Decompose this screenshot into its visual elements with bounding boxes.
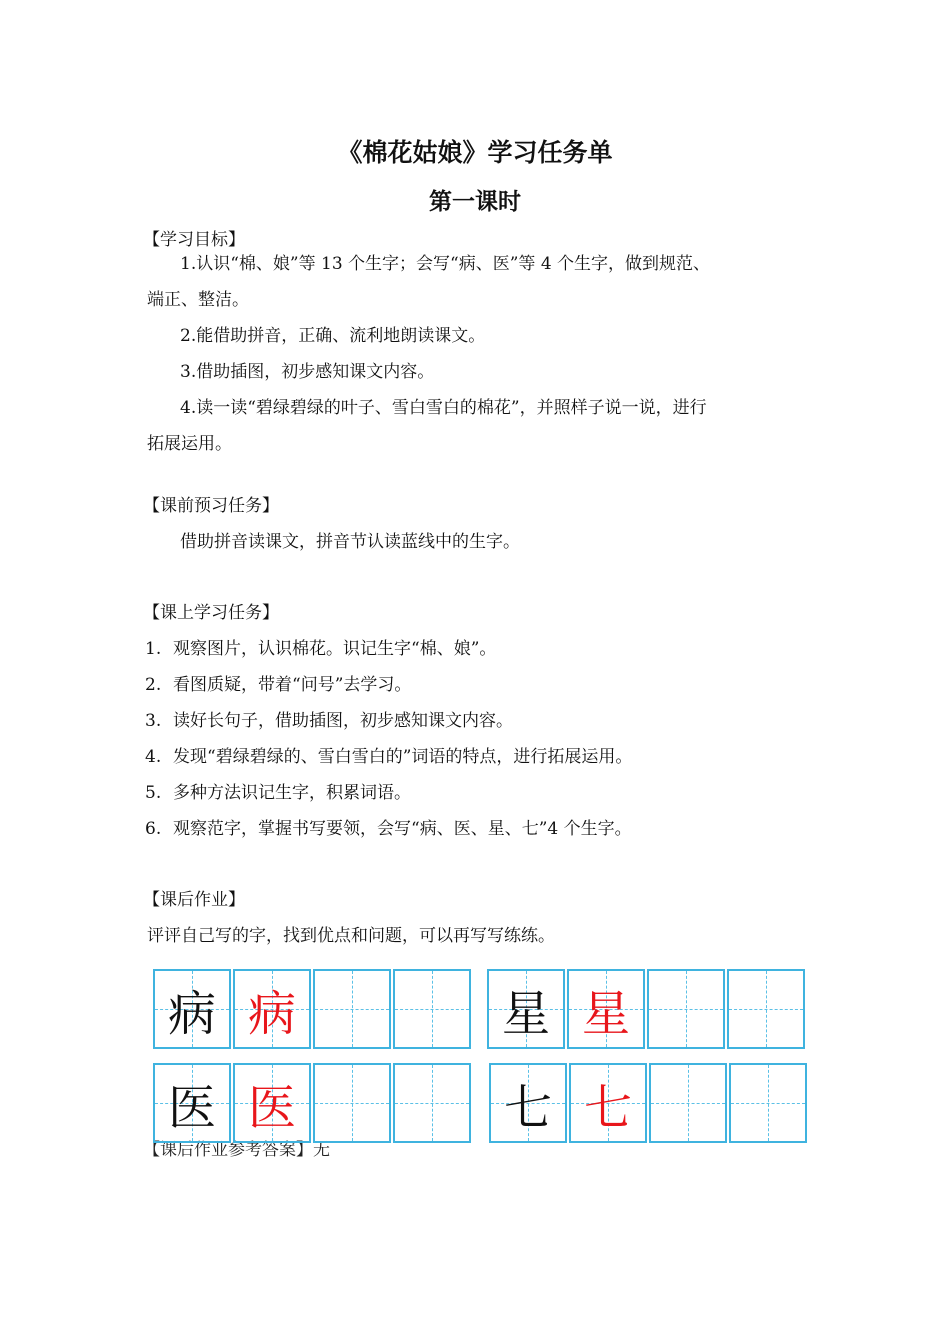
task-text: 读好长句子，借助插图，初步感知课文内容。: [173, 711, 513, 731]
task-number: 3.: [145, 711, 162, 731]
blank-cell[interactable]: [727, 969, 805, 1049]
task-text: 看图质疑，带着“问号”去学习。: [173, 675, 412, 695]
sample-character: 病: [247, 985, 296, 1042]
task-number: 4.: [145, 747, 162, 767]
model-cell: [489, 1063, 567, 1143]
sample-cell: [233, 969, 311, 1049]
model-character: 病: [167, 985, 216, 1042]
blank-cell[interactable]: [647, 969, 725, 1049]
homework-heading: 【课后作业】: [143, 890, 245, 910]
task-number: 1.: [145, 639, 162, 659]
goal-line: 1.认识“棉、娘”等 13 个生字；会写“病、医”等 4 个生字，做到规范、: [180, 254, 711, 274]
blank-cell[interactable]: [313, 1063, 391, 1143]
goal-line: 2.能借助拼音，正确、流利地朗读课文。: [180, 326, 486, 346]
blank-cell[interactable]: [313, 969, 391, 1049]
blank-cell[interactable]: [393, 969, 471, 1049]
sample-cell: [569, 1063, 647, 1143]
task-item: [145, 673, 411, 697]
task-text: 观察图片，认识棉花。识记生字“棉、娘”。: [173, 639, 497, 659]
goal-line: 3.借助插图，初步感知课文内容。: [180, 362, 435, 382]
task-item: [145, 637, 496, 661]
model-character: 星: [501, 985, 550, 1042]
blank-cell[interactable]: [393, 1063, 471, 1143]
model-cell: [487, 969, 565, 1049]
sample-cell: [233, 1063, 311, 1143]
sample-character: 医: [247, 1079, 296, 1136]
goal-line: 拓展运用。: [147, 434, 232, 454]
task-number: 2.: [145, 675, 162, 695]
task-text: 发现“碧绿碧绿的、雪白雪白的”词语的特点，进行拓展运用。: [173, 747, 633, 767]
goals-heading: 【学习目标】: [143, 230, 245, 250]
preview-heading: 【课前预习任务】: [143, 496, 279, 516]
preview-text: 借助拼音读课文，拼音节认读蓝线中的生字。: [180, 532, 520, 552]
model-cell: [153, 969, 231, 1049]
homework-text: 评评自己写的字，找到优点和问题，可以再写写练练。: [147, 926, 555, 946]
task-number: 6.: [145, 819, 162, 839]
task-number: 5.: [145, 783, 162, 803]
blank-cell[interactable]: [649, 1063, 727, 1143]
sample-character: 星: [581, 985, 630, 1042]
goal-line: 端正、整洁。: [147, 290, 249, 310]
goal-line: 4.读一读“碧绿碧绿的叶子、雪白雪白的棉花”，并照样子说一说，进行: [180, 398, 707, 418]
task-item: [145, 709, 513, 733]
task-text: 观察范字，掌握书写要领，会写“病、医、星、七”4 个生字。: [173, 819, 632, 839]
sample-character: 七: [583, 1079, 632, 1136]
task-item: [145, 745, 632, 769]
class-tasks-heading: 【课上学习任务】: [143, 603, 279, 623]
sample-cell: [567, 969, 645, 1049]
model-character: 医: [167, 1079, 216, 1136]
model-character: 七: [503, 1079, 552, 1136]
page-subtitle: 第一课时: [429, 189, 521, 215]
task-item: [145, 781, 411, 805]
answer-text: 【课后作业参考答案】无: [143, 1140, 330, 1160]
page-title: 《棉花姑娘》学习任务单: [337, 138, 613, 167]
task-text: 多种方法识记生字，积累词语。: [173, 783, 411, 803]
task-item: [145, 817, 632, 841]
model-cell: [153, 1063, 231, 1143]
blank-cell[interactable]: [729, 1063, 807, 1143]
